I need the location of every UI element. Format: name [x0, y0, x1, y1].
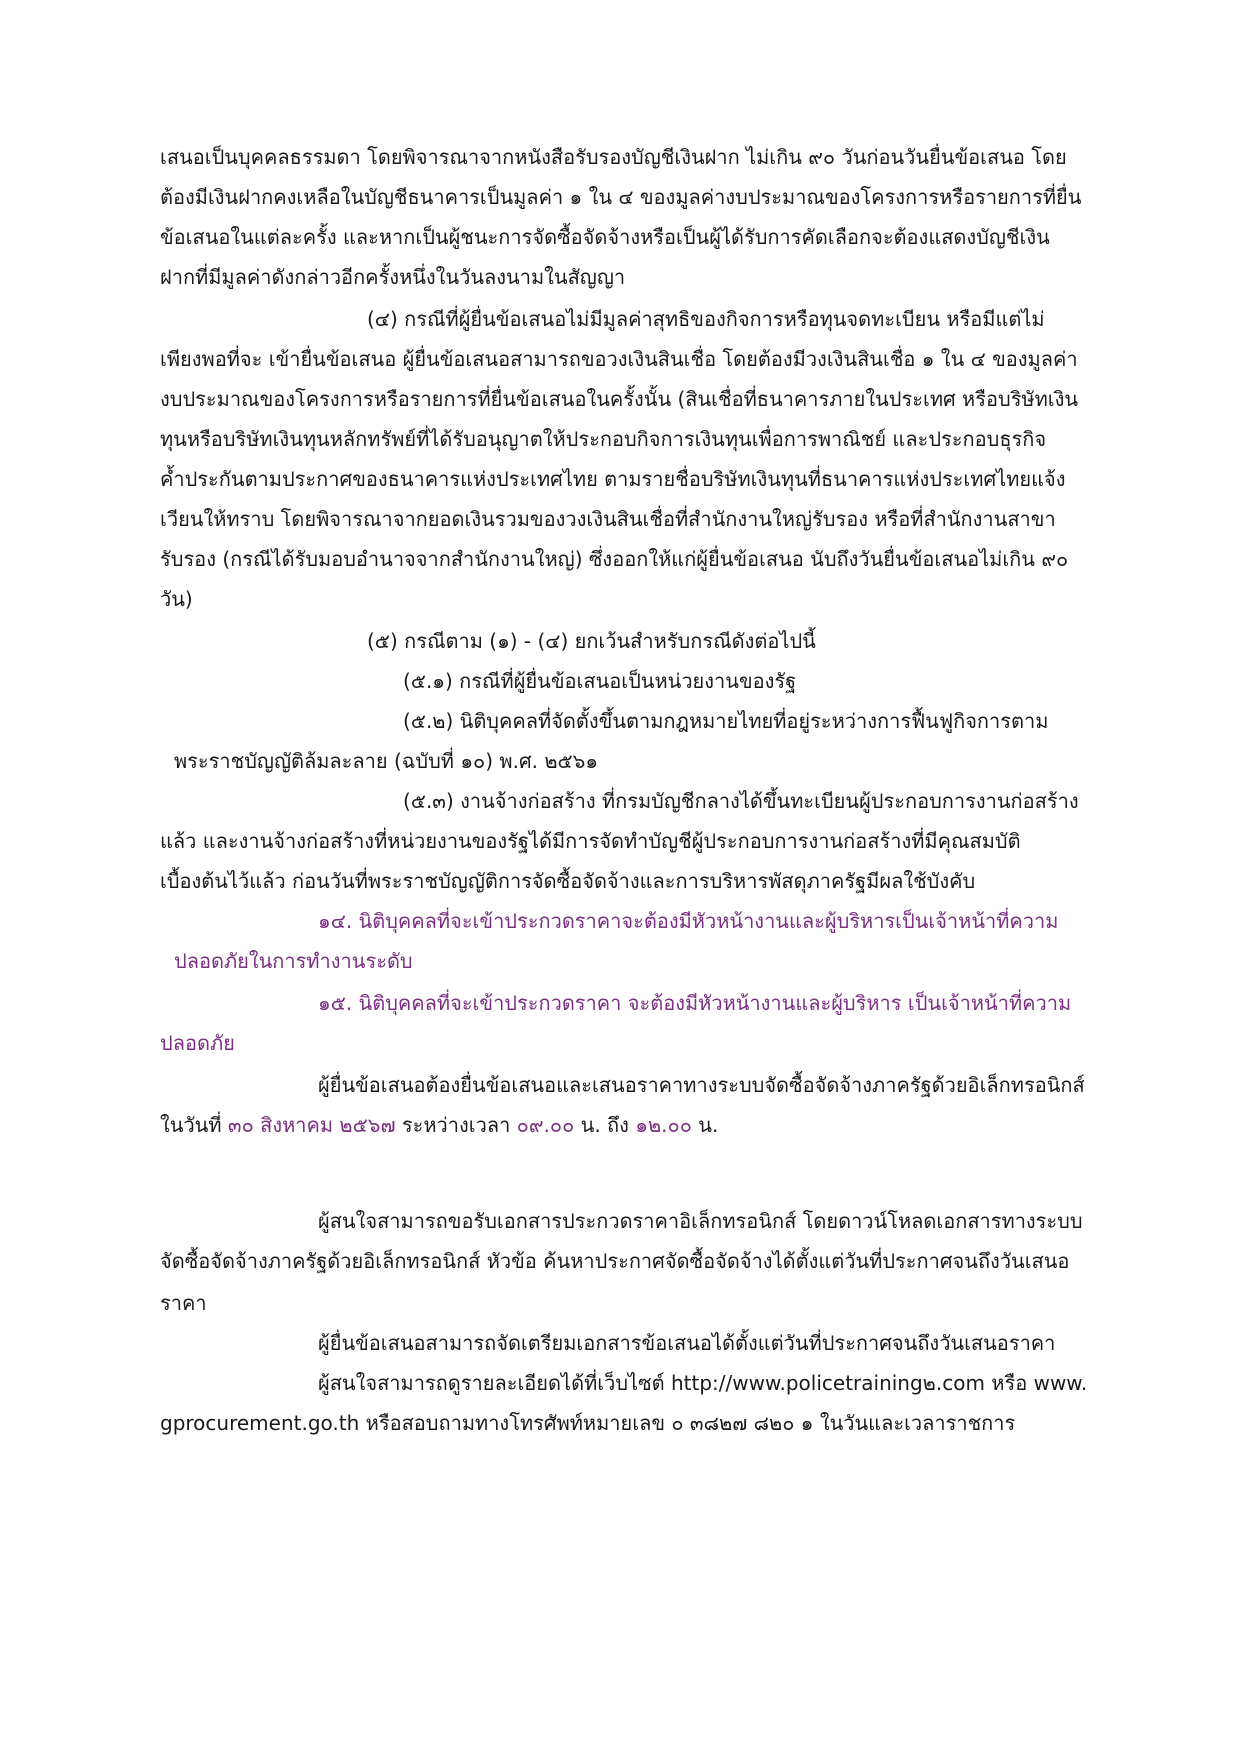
paragraph-line: (๕.๒) นิติบุคคลที่จัดตั้งขึ้นตามกฎหมายไทยที่อยู่ระหว่างการฟื้นฟูกิจการตาม	[403, 709, 1049, 733]
paragraph-line: ค้ำประกันตามประกาศของธนาคารแห่งประเทศไทย ตามรายชื่อบริษัทเงินทุนที่ธนาคารแห่งประเทศไทยแจ้ง	[160, 467, 1066, 491]
contact-line: gprocurement.go.th หรือสอบถามทางโทรศัพท์หมายเลข ๐ ๓๘๒๗ ๘๒๐ ๑ ในวันและเวลาราชการ	[160, 1411, 1016, 1435]
paragraph-line: ผู้ยื่นข้อเสนอต้องยื่นข้อเสนอและเสนอราคาทางระบบจัดซื้อจัดจ้างภาครัฐด้วยอิเล็กทรอนิกส์	[318, 1073, 1085, 1097]
start-time: ๐๙.๐๐	[516, 1113, 575, 1137]
submission-date-line	[160, 1110, 718, 1140]
paragraph-line: ฝากที่มีมูลค่าดังกล่าวอีกครั้งหนึ่งในวันลงนามในสัญญา	[160, 265, 626, 289]
date-middle: ระหว่างเวลา	[395, 1113, 517, 1137]
paragraph-line: ผู้สนใจสามารถขอรับเอกสารประกวดราคาอิเล็กทรอนิกส์ โดยดาวน์โหลดเอกสารทางระบบ	[318, 1209, 1083, 1233]
clause-15-line: ๑๕. นิติบุคคลที่จะเข้าประกวดราคา จะต้องมีหัวหน้างานและผู้บริหาร เป็นเจ้าหน้าที่ความ	[318, 991, 1072, 1015]
paragraph-line: (๕) กรณีตาม (๑) - (๔) ยกเว้นสำหรับกรณีดังต่อไปนี้	[367, 629, 816, 653]
paragraph-line: วัน)	[160, 587, 193, 611]
paragraph-line: จัดซื้อจัดจ้างภาครัฐด้วยอิเล็กทรอนิกส์ หัวข้อ ค้นหาประกาศจัดซื้อจัดจ้างได้ตั้งแต่วันที่ประกาศจนถึงวันเสนอ	[160, 1249, 1070, 1273]
paragraph-line: พระราชบัญญัติล้มละลาย (ฉบับที่ ๑๐) พ.ศ. ๒๕๖๑	[174, 749, 599, 773]
website-line: ผู้สนใจสามารถดูรายละเอียดได้ที่เว็บไซต์ http://www.policetraining๒.com หรือ www.	[318, 1371, 1088, 1395]
paragraph-line: ราคา	[160, 1291, 207, 1315]
paragraph-line: รับรอง (กรณีได้รับมอบอำนาจจากสำนักงานใหญ่) ซึ่งออกให้แก่ผู้ยื่นข้อเสนอ นับถึงวันยื่นข้อเสนอไม่เกิน ๙๐	[160, 547, 1069, 571]
paragraph-line: เพียงพอที่จะ เข้ายื่นข้อเสนอ ผู้ยื่นข้อเสนอสามารถขอวงเงินสินเชื่อ โดยต้องมีวงเงินสินเชื่อ ๑ ใน ๔ ของมูลค่า	[160, 347, 1078, 371]
clause-15-line: ปลอดภัย	[160, 1031, 235, 1055]
paragraph-line: (๕.๓) งานจ้างก่อสร้าง ที่กรมบัญชีกลางได้ขึ้นทะเบียนผู้ประกอบการงานก่อสร้าง	[403, 789, 1079, 813]
paragraph-line: งบประมาณของโครงการหรือรายการที่ยื่นข้อเสนอในครั้งนั้น (สินเชื่อที่ธนาคารภายในประเทศ หรือบริษัทเงิน	[160, 387, 1079, 411]
end-time: ๑๒.๐๐	[635, 1113, 692, 1137]
date-prefix: ในวันที่	[160, 1113, 228, 1137]
paragraph-line: เบื้องต้นไว้แล้ว ก่อนวันที่พระราชบัญญัติการจัดซื้อจัดจ้างและการบริหารพัสดุภาครัฐมีผลใช้บังคับ	[160, 869, 976, 893]
paragraph-line: (๕.๑) กรณีที่ผู้ยื่นข้อเสนอเป็นหน่วยงานของรัฐ	[403, 669, 797, 693]
submission-date: ๓๐ สิงหาคม ๒๕๖๗	[227, 1113, 396, 1137]
paragraph-line: ต้องมีเงินฝากคงเหลือในบัญชีธนาคารเป็นมูลค่า ๑ ใน ๔ ของมูลค่างบประมาณของโครงการหรือรายการที่ยื่น	[160, 185, 1082, 209]
time-suffix: น.	[691, 1113, 719, 1137]
clause-14-line: ปลอดภัยในการทำงานระดับ	[174, 949, 413, 973]
paragraph-line: ทุนหรือบริษัทเงินทุนหลักทรัพย์ที่ได้รับอนุญาตให้ประกอบกิจการเงินทุนเพื่อการพาณิชย์ และประกอบธุรกิจ	[160, 427, 1047, 451]
clause-14-line: ๑๔. นิติบุคคลที่จะเข้าประกวดราคาจะต้องมีหัวหน้างานและผู้บริหารเป็นเจ้าหน้าที่ความ	[318, 909, 1059, 933]
paragraph-line: เวียนให้ทราบ โดยพิจารณาจากยอดเงินรวมของวงเงินสินเชื่อที่สำนักงานใหญ่รับรอง หรือที่สำนักงานสาขา	[160, 507, 1056, 531]
paragraph-line: เสนอเป็นบุคคลธรรมดา โดยพิจารณาจากหนังสือรับรองบัญชีเงินฝาก ไม่เกิน ๙๐ วันก่อนวันยื่นข้อเสนอ โดย	[160, 145, 1067, 169]
paragraph-line: (๔) กรณีที่ผู้ยื่นข้อเสนอไม่มีมูลค่าสุทธิของกิจการหรือทุนจดทะเบียน หรือมีแต่ไม่	[367, 307, 1045, 331]
paragraph-line: ข้อเสนอในแต่ละครั้ง และหากเป็นผู้ชนะการจัดซื้อจัดจ้างหรือเป็นผู้ได้รับการคัดเลือกจะต้องแสดงบัญชีเงิน	[160, 225, 1050, 249]
paragraph-line: ผู้ยื่นข้อเสนอสามารถจัดเตรียมเอกสารข้อเสนอได้ตั้งแต่วันที่ประกาศจนถึงวันเสนอราคา	[318, 1331, 1056, 1355]
paragraph-line: แล้ว และงานจ้างก่อสร้างที่หน่วยงานของรัฐได้มีการจัดทำบัญชีผู้ประกอบการงานก่อสร้างที่มีคุณสมบัติ	[160, 829, 1021, 853]
time-separator: น. ถึง	[574, 1113, 636, 1137]
